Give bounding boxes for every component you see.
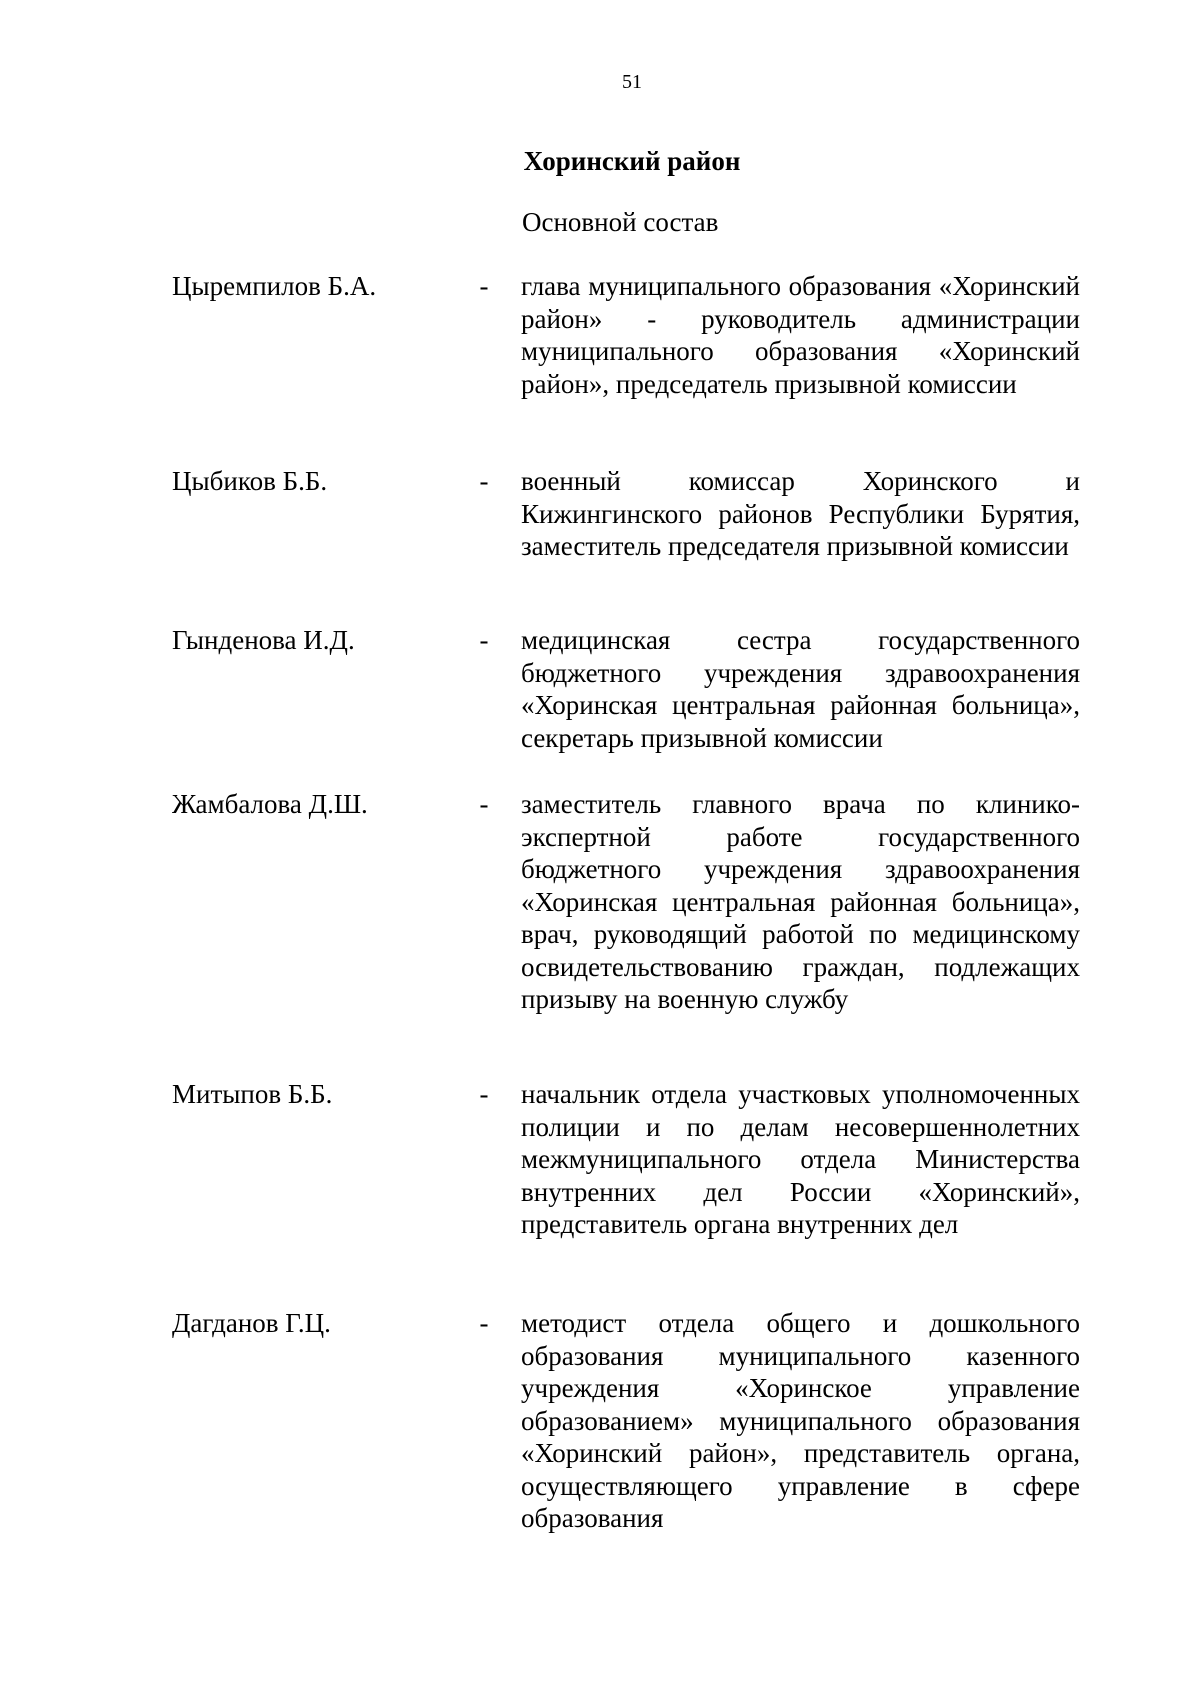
separator-dash: - [479,625,489,655]
member-name: Жамбалова Д.Ш. [172,789,368,819]
member-name: Цыремпилов Б.А. [172,271,377,301]
member-role: заместитель главного врача по клинико-экспертной работе государственного бюджетного учреждения здравоохранения «Хоринская центральная районная больница», врач, руководящий работой по медицинскому освидетельствованию граждан, подлежащих призыву на военную службу [521,789,1080,1014]
member-name: Митыпов Б.Б. [172,1079,333,1109]
separator-dash: - [479,1079,489,1109]
member-role: военный комиссар Хоринского и Кижингинского районов Республики Бурятия, заместитель председателя призывной комиссии [521,466,1080,561]
separator-dash: - [479,271,489,301]
separator-dash: - [479,789,489,819]
page-number: 51 [622,71,642,93]
member-role: начальник отдела участковых уполномоченных полиции и по делам несовершеннолетних межмуниципального отдела Министерства внутренних дел России «Хоринский», представитель органа внутренних дел [521,1079,1080,1239]
member-name: Гынденова И.Д. [172,625,355,655]
member-role: методист отдела общего и дошкольного образования муниципального казенного учреждения «Хоринское управление образованием» муниципального образования «Хоринский район», представитель органа, осуществляющего управление в сфере образования [521,1308,1080,1533]
member-role: глава муниципального образования «Хоринский район» - руководитель администрации муниципального образования «Хоринский район», председатель призывной комиссии [521,271,1080,399]
district-title: Хоринский район [523,146,741,176]
separator-dash: - [479,1308,489,1338]
member-name: Цыбиков Б.Б. [172,466,328,496]
subsection-title: Основной состав [522,207,719,237]
member-role: медицинская сестра государственного бюджетного учреждения здравоохранения «Хоринская центральная районная больница», секретарь призывной комиссии [521,625,1080,753]
separator-dash: - [479,466,489,496]
member-name: Дагданов Г.Ц. [172,1308,331,1338]
